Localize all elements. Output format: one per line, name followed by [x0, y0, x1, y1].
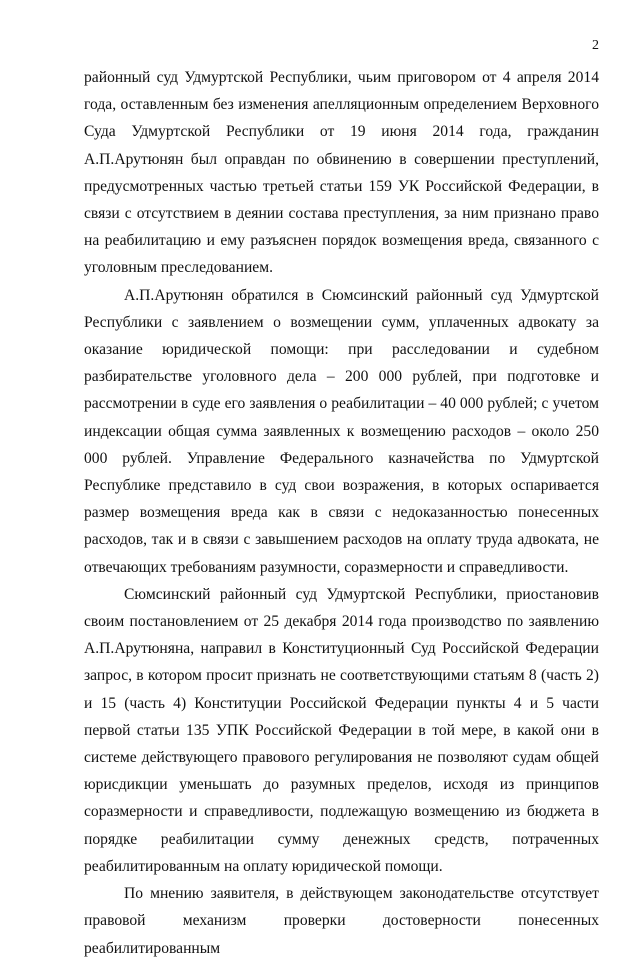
- page-number: 2: [592, 38, 599, 53]
- paragraph-1: районный суд Удмуртской Республики, чьим приговором от 4 апреля 2014 года, оставленным без изменения апелляционным определением Верховного Суда Удмуртской Республики от 19 июня 2014 года, гражданин А.П.Арутюнян был оправдан по обвинению в совершении преступлений, предусмотренных частью третьей статьи 159 УК Российской Федерации, в связи с отсутствием в деянии состава преступления, за ним признано право на реабилитацию и ему разъяснен порядок возмещения вреда, связанного с уголовным преследованием.: [84, 69, 599, 277]
- paragraph-3: Сюмсинский районный суд Удмуртской Республики, приостановив своим постановлением от 25 декабря 2014 года производство по заявлению А.П.Арутюняна, направил в Конституционный Суд Российской Федерации запрос, в котором просит признать не соответствующими статьям 8 (часть 2) и 15 (часть 4) Конституции Российской Федерации пункты 4 и 5 части первой статьи 135 УПК Российской Федерации в той мере, в какой они в системе действующего правового регулирования не позволяют судам общей юрисдикции уменьшать до разумных пределов, исходя из принципов соразмерности и справедливости, подлежащую возмещению из бюджета в порядке реабилитации сумму денежных средств, потраченных реабилитированным на оплату юридической помощи.: [84, 585, 599, 875]
- paragraph-4: По мнению заявителя, в действующем законодательстве отсутствует правовой механизм проверки достоверности понесенных реабилитированным: [84, 885, 599, 957]
- document-body: [84, 64, 599, 962]
- paragraph-2: А.П.Арутюнян обратился в Сюмсинский районный суд Удмуртской Республики с заявлением о возмещении сумм, уплаченных адвокату за оказание юридической помощи: при расследовании и судебном разбирательстве уголовного дела – 200 000 рублей, при подготовке и рассмотрении в суде его заявления о реабилитации – 40 000 рублей; с учетом индексации общая сумма заявленных к возмещению расходов – около 250 000 рублей. Управление Федерального казначейства по Удмуртской Республике представило в суд свои возражения, в которых оспаривается размер возмещения вреда как в связи с недоказанностью понесенных расходов, так и в связи с завышением расходов на оплату труда адвоката, не отвечающих требованиям разумности, соразмерности и справедливости.: [84, 286, 599, 576]
